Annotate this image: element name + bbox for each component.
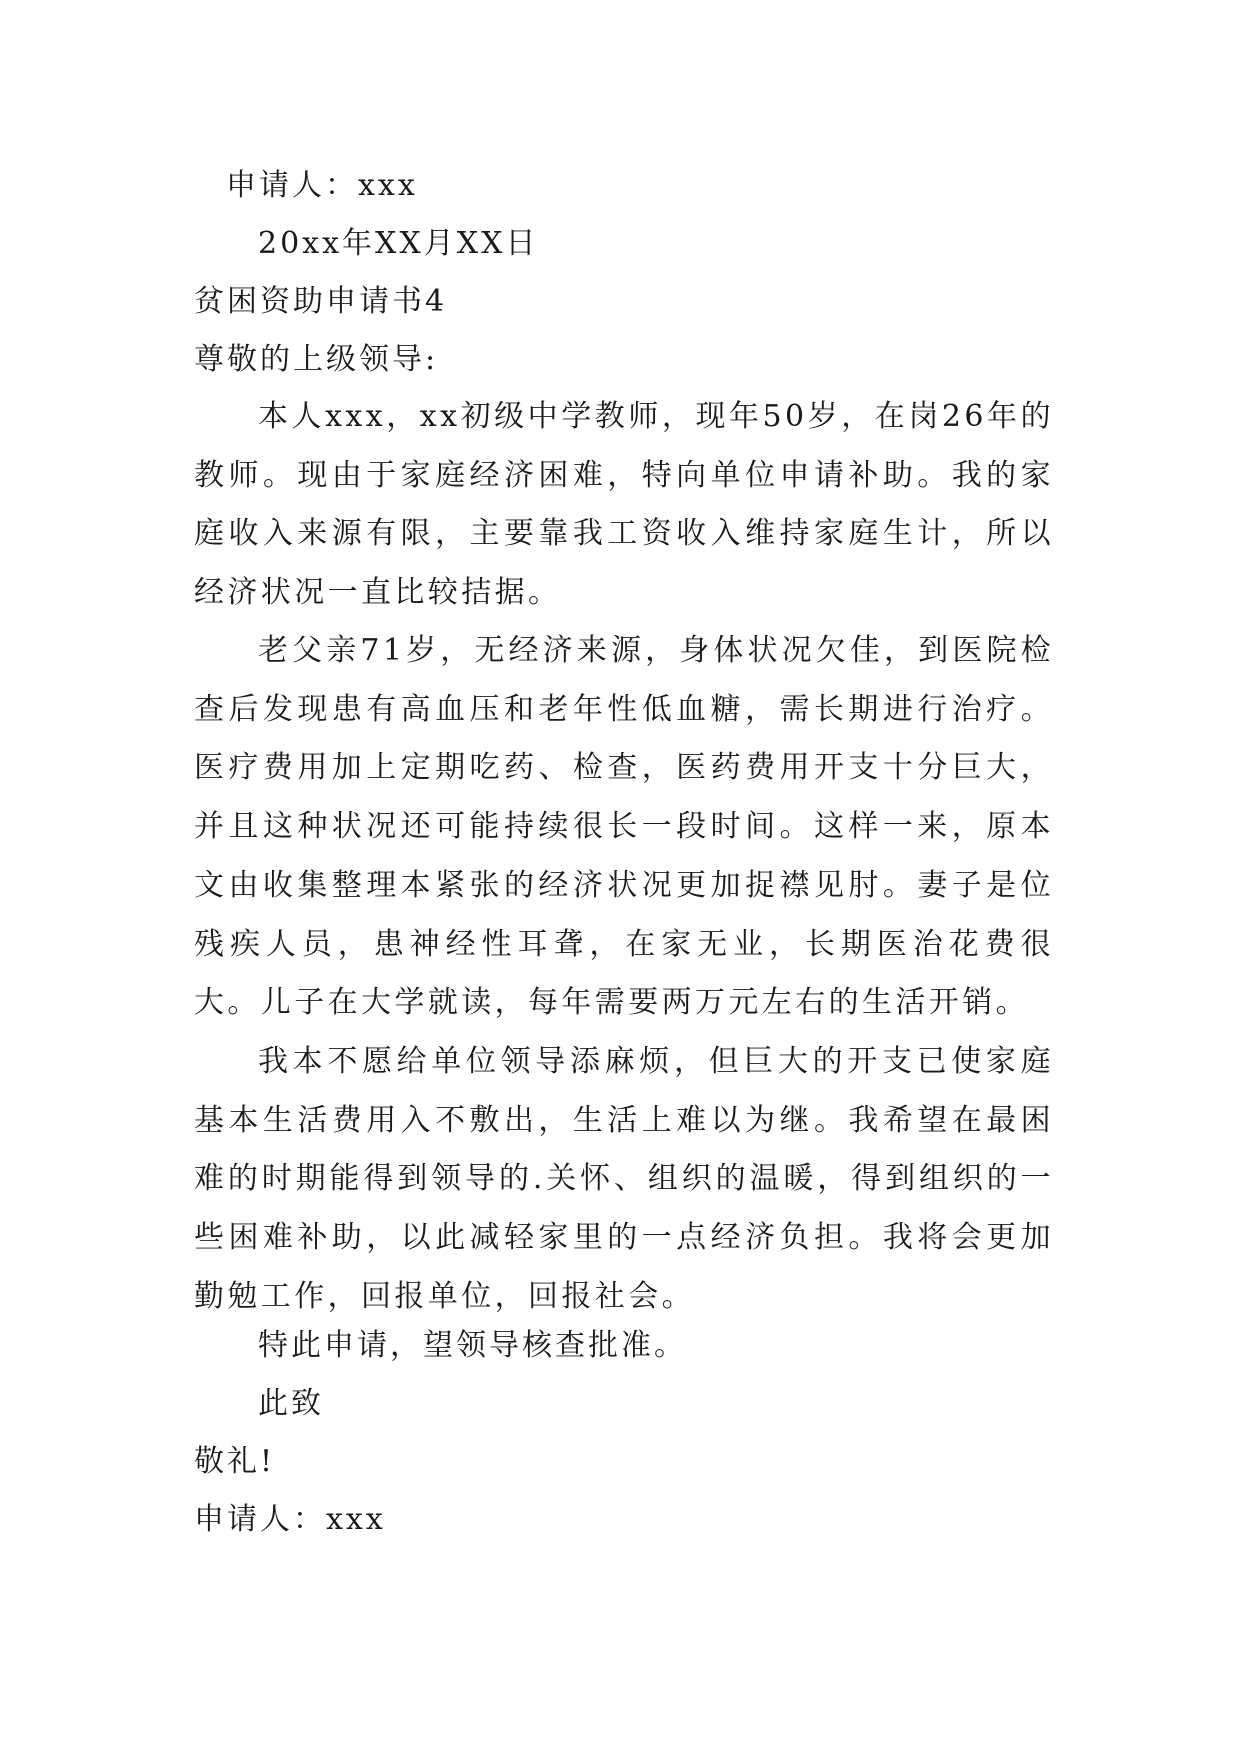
paragraph-2: 老父亲71岁，无经济来源，身体状况欠佳，到医院检查后发现患有高血压和老年性低血糖，需长期进行治疗。医疗费用加上定期吃药、检查，医药费用开支十分巨大，并且这种状况还可能持续很长一段时间。这样一来，原本文由收集整理本紧张的经济状况更加捉襟见肘。妻子是位残疾人员，患神经性耳聋，在家无业，长期医治花费很大。儿子在大学就读，每年需要两万元左右的生活开销。	[194, 633, 1054, 1021]
top-signature: 申请人：xxx	[226, 168, 418, 203]
salutation: 尊敬的上级领导:	[194, 342, 439, 377]
bottom-signature: 申请人：xxx	[194, 1502, 386, 1537]
closing-jingli: 敬礼!	[194, 1444, 276, 1479]
paragraph-1: 本人xxx，xx初级中学教师，现年50岁，在岗26年的教师。现由于家庭经济困难，特向单位申请补助。我的家庭收入来源有限，主要靠我工资收入维持家庭生计，所以经济状况一直比较拮据。	[194, 399, 1054, 611]
top-date: 20xx年XX月XX日	[258, 226, 539, 261]
document-title: 贫困资助申请书4	[194, 284, 448, 319]
closing-request: 特此申请，望领导核查批准。	[258, 1328, 687, 1363]
paragraph-3: 我本不愿给单位领导添麻烦，但巨大的开支已使家庭基本生活费用入不敷出，生活上难以为继。我希望在最困难的时期能得到领导的.关怀、组织的温暖，得到组织的一些困难补助，以此减轻家里的一点经济负担。我将会更加勤勉工作，回报单位，回报社会。	[194, 1044, 1054, 1314]
closing-cizhi: 此致	[258, 1386, 324, 1421]
